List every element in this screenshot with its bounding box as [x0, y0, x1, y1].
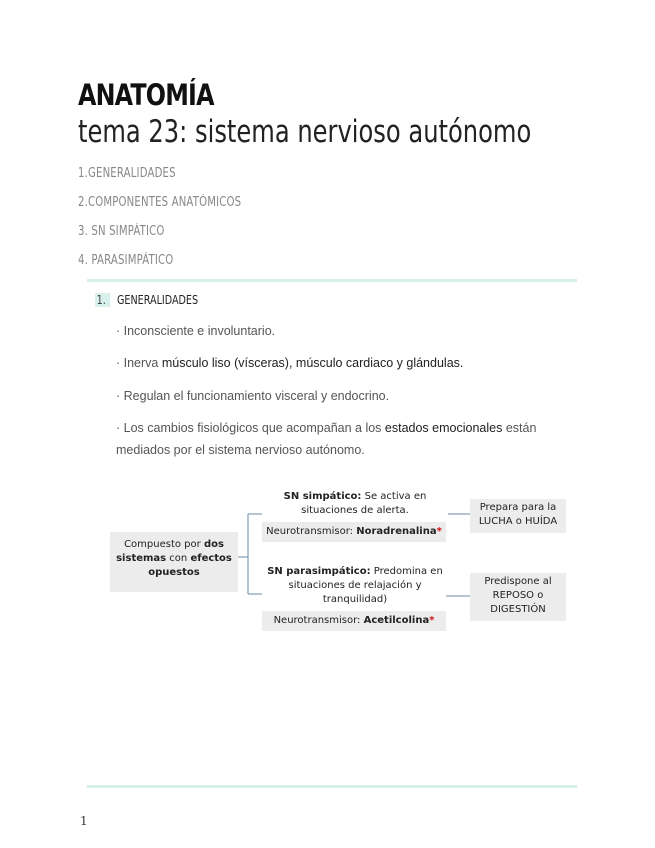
root-emphasis: sistemas [116, 553, 167, 564]
nt-label: Neurotransmisor: [266, 526, 357, 537]
parasympathetic-neurotransmitter [262, 611, 446, 631]
sympathetic-description [262, 490, 448, 520]
diagram-root-box [110, 532, 238, 592]
toc-item-parasimpatico: 4. PARASIMPÁTICO [78, 253, 174, 268]
bullet-text: están mediados por el sistema nervioso autónomo. [116, 421, 537, 457]
sympathetic-label: SN simpático: [283, 491, 362, 502]
asterisk: * [436, 526, 442, 537]
bullet-text: · Inconsciente e involuntario. [116, 324, 276, 338]
nt-value: Noradrenalina [356, 526, 437, 537]
root-emphasis: dos [203, 539, 224, 550]
section-title: GENERALIDADES [116, 293, 199, 307]
document-subtitle: tema 23: sistema nervioso autónomo [78, 114, 532, 150]
sympathetic-neurotransmitter [262, 522, 446, 542]
parasympathetic-description [264, 565, 446, 609]
root-emphasis: efectos opuestos [148, 553, 232, 578]
bullet-text: · Los cambios fisiológicos que acompañan a los [116, 421, 385, 435]
parasympathetic-effect-box: Predispone al REPOSO o DIGESTIÓN [470, 573, 566, 621]
section-number: 1. [95, 293, 111, 307]
document-title: ANATOMÍA [78, 78, 214, 112]
parasympathetic-label: SN parasimpático: [267, 566, 371, 577]
asterisk: * [429, 615, 435, 626]
toc-item-simpatico: 3. SN SIMPÁTICO [78, 224, 165, 239]
toc-item-componentes: 2.COMPONENTES ANATÓMICOS [78, 195, 242, 210]
bullet-text: · Regulan el funcionamiento visceral y endocrino. [116, 389, 390, 403]
parasympathetic-text: Predomina en situaciones de relajación y tranquilidad) [288, 566, 443, 605]
bullet-emphasis: músculo liso (vísceras), músculo cardiaco y glándulas. [161, 356, 464, 370]
sympathetic-text: Se activa en situaciones de alerta. [301, 491, 427, 516]
nt-value: Acetilcolina [363, 615, 430, 626]
bottom-divider [87, 785, 577, 788]
nt-label: Neurotransmisor: [273, 615, 364, 626]
bullet-text: · Inerva [116, 356, 162, 370]
sympathetic-effect-box: Prepara para la LUCHA o HUÍDA [470, 499, 566, 533]
root-text: con [166, 553, 191, 564]
toc-item-generalidades: 1.GENERALIDADES [78, 166, 176, 181]
page-number: 1 [80, 814, 88, 828]
root-text: Compuesto por [124, 539, 204, 550]
bullet-emphasis: estados emocionales [384, 421, 503, 435]
